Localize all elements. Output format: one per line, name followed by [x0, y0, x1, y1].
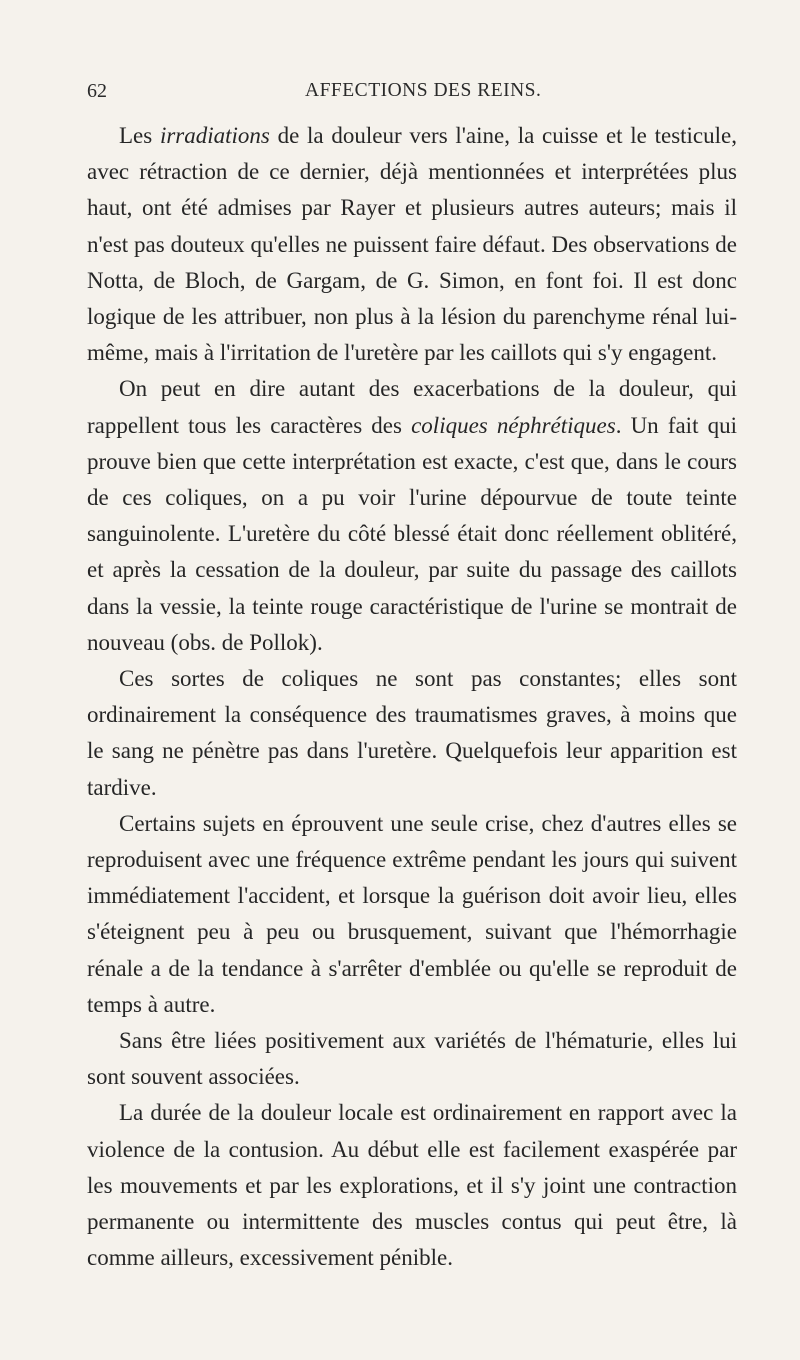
- paragraph-1: [87, 118, 737, 371]
- body-text: [87, 118, 737, 1277]
- page-header: [87, 80, 737, 110]
- term-coliques-nephretiques: coliques néphrétiques: [411, 412, 616, 438]
- paragraph-2-lead: On peut en dire autant des exacerbations de la douleur, qui rappellent tous les caractères des: [87, 376, 737, 438]
- paragraph-3: Ces sortes de coliques ne sont pas constantes; elles sont ordinairement la conséquence des traumatismes graves, à moins que le sang ne pénètre pas dans l'uretère. Quelquefois leur apparition est tardive.: [87, 666, 737, 800]
- paragraph-4: Certains sujets en éprouvent une seule crise, chez d'autres elles se reproduisent avec une fréquence extrême pendant les jours qui suivent immédiatement l'accident, et lorsque la guérison doit avoir lieu, elles s'éteignent peu à peu ou brusquement, suivant que l'hémorrhagie rénale a de la tendance à s'arrêter d'emblée ou qu'elle se reproduit de temps à autre.: [87, 810, 737, 1017]
- paragraph-2-rest: . Un fait qui prouve bien que cette interprétation est exacte, c'est que, dans le cours de ces coliques, on a pu voir l'urine dépourvue de toute teinte sanguinolente. L'uretère du côté blessé était donc réellement oblitéré, et après la cessation de la douleur, par suite du passage des caillots dans la vessie, la teinte rouge caractéristique de l'urine se montrait de nouveau (obs. de Pollok).: [87, 412, 737, 655]
- paragraph-1-rest: de la douleur vers l'aine, la cuisse et le testicule, avec rétraction de ce dernier, déjà mentionnées et interprétées plus haut, ont été admises par Rayer et plusieurs autres auteurs; mais il n'est pas douteux qu'elles ne puissent faire défaut. Des observations de Notta, de Bloch, de Gargam, de G. Simon, en font foi. Il est donc logique de les attribuer, non plus à la lésion du parenchyme rénal lui-même, mais à l'irritation de l'uretère par les caillots qui s'y engagent.: [87, 123, 737, 366]
- running-head: AFFECTIONS DES REINS.: [305, 80, 542, 101]
- paragraph-6: La durée de la douleur locale est ordinairement en rapport avec la violence de la contusion. Au début elle est facilement exaspérée par les mouvements et par les explorations, et il s'y joint une contraction permanente ou intermittente des muscles contus qui peut être, là comme ailleurs, excessivement pénible.: [87, 1100, 737, 1271]
- term-irradiations: irradiations: [159, 123, 270, 148]
- paragraph-5: Sans être liées positivement aux variétés de l'hématurie, elles lui sont souvent associées.: [87, 1028, 737, 1090]
- page-number: 62: [87, 80, 107, 102]
- paragraph-2: [87, 371, 737, 661]
- paragraph-1-lead: Les: [119, 123, 160, 148]
